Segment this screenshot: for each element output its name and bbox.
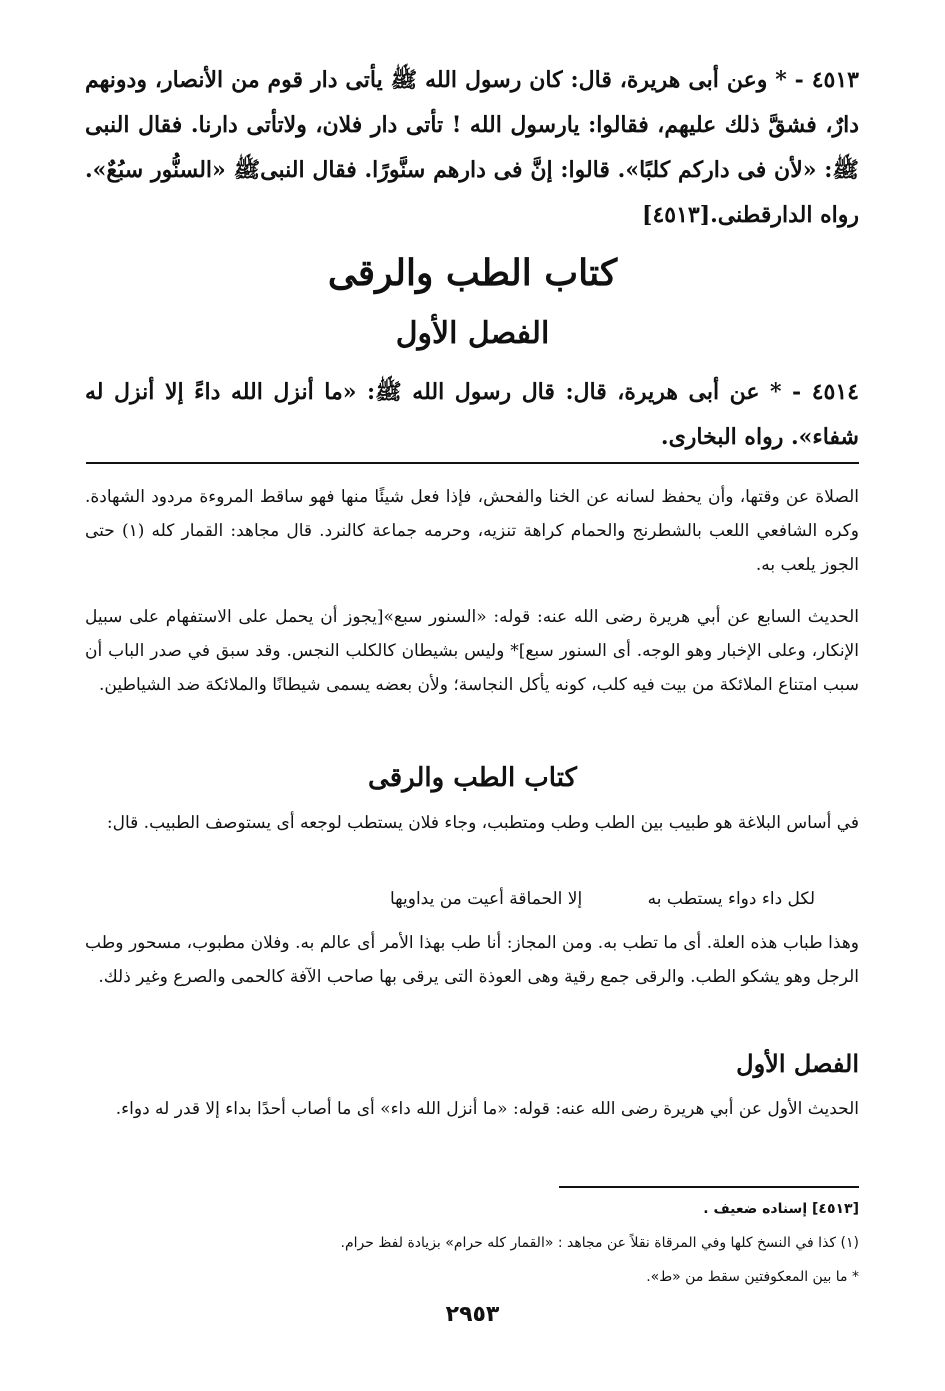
commentary-chapter-heading: الفصل الأول (736, 1049, 859, 1078)
book-title: كتاب الطب والرقى (327, 252, 618, 294)
footnote: [٤٥١٣] إسناده ضعيف . (703, 1201, 859, 1217)
commentary-paragraph: الحديث السابع عن أبي هريرة رضى الله عنه: قوله: «السنور سبع»[يجوز أن يحمل على الاستفهام على سبيل الإنكار، وعلى الإخبار وهو الوجه. أى السنور سبع]* وليس بشيطان كالكلب النجس. وقد سبق في صدر الباب أن سبب امتناع الملائكة من بيت فيه كلب، كونه يأكل النجاسة؛ ولأن بعضه يسمى شيطانًا والملائكة ضد الشياطين. (85, 607, 859, 695)
verse-second-hemistich: إلا الحماقة أعيت من يداويها (390, 889, 583, 909)
footnote: * ما بين المعكوفتين سقط من «ط». (646, 1269, 859, 1285)
hadith-4513: ٤٥١٣ - * وعن أبى هريرة، قال: كان رسول الله ﷺ يأتى دار قوم من الأنصار، ودونهم دارٌ، فشقَّ ذلك عليهم، فقالوا: يارسول الله ! تأتى دار فلان، ولاتأتى دارنا. فقال النبى ﷺ: «لأن فى داركم كلبًا». قالوا: إنَّ فى دارهم سنَّورًا. فقال النبىﷺ «السنُّور سبُعٌ». رواه الدارقطنى.[٤٥١٣] (85, 67, 859, 228)
footnote-divider (559, 1186, 859, 1188)
commentary-paragraph: في أساس البلاغة هو طبيب بين الطب وطب ومتطبب، وجاء فلان يستطب لوجعه أى يستوصف الطبيب. قال: (106, 813, 859, 833)
poetry-verse (390, 882, 815, 916)
footnote: (١) كذا في النسخ كلها وفي المرقاة نقلاً عن مجاهد : «القمار كله حرام» بزيادة لفظ حرام. (340, 1235, 859, 1251)
chapter-title: الفصل الأول (395, 316, 550, 351)
verse-first-hemistich: لكل داء دواء يستطب به (647, 889, 815, 909)
commentary-book-heading: كتاب الطب والرقى (368, 763, 577, 793)
hadith-4514: ٤٥١٤ - * عن أبى هريرة، قال: قال رسول الله ﷺ: «ما أنزل الله داءً إلا أنزل له شفاء». رواه البخارى. (85, 379, 859, 450)
commentary-paragraph: وهذا طباب هذه العلة. أى ما تطب به. ومن المجاز: أنا طب بهذا الأمر أى عالم به. وفلان مطبوب، مسحور وطب الرجل وهو يشكو الطب. والرقى جمع رقية وهى العوذة التى يرقى بها صاحب الآفة كالحمى والصرع وغير ذلك. (85, 933, 859, 987)
commentary-paragraph: الحديث الأول عن أبي هريرة رضى الله عنه: قوله: «ما أنزل الله داء» أى ما أصاب أحدًا بداء إلا قدر له دواء. (115, 1099, 859, 1119)
commentary-paragraph: الصلاة عن وقتها، وأن يحفظ لسانه عن الخنا والفحش، فإذا فعل شيئًا منها فهو ساقط المروءة مردود الشهادة. وكره الشافعي اللعب بالشطرنج والحمام كراهة تنزيه، وحرمه جماعة كالنرد. قال مجاهد: القمار كله (١) حتى الجوز يلعب به. (85, 487, 859, 575)
text-commentary-divider (86, 462, 859, 464)
page-number: ٢٩٥٣ (445, 1302, 500, 1327)
